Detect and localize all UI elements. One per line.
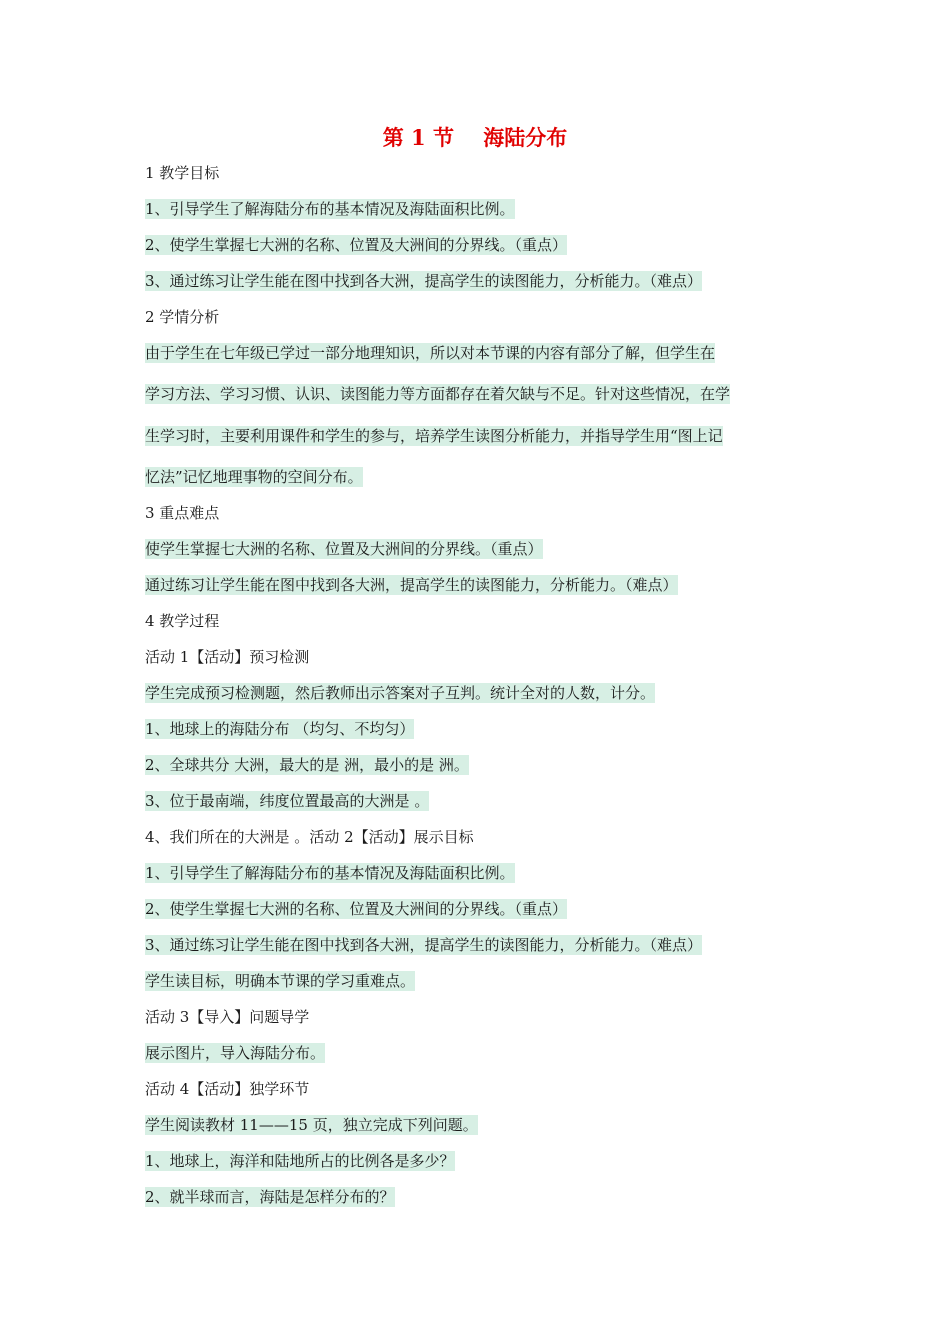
objective-item: 2、使学生掌握七大洲的名称、位置及大洲间的分界线。（重点） (145, 236, 568, 254)
process-line: 1、地球上的海陆分布 （均匀、不均匀） (145, 720, 415, 738)
activity-heading: 活动 1【活动】预习检测 (145, 648, 310, 666)
paragraph-line: 由于学生在七年级已学过一部分地理知识，所以对本节课的内容有部分了解，但学生在 (145, 344, 716, 362)
process-line: 1、引导学生了解海陆分布的基本情况及海陆面积比例。 (145, 864, 515, 882)
key-point-item: 通过练习让学生能在图中找到各大洲，提高学生的读图能力，分析能力。（难点） (145, 576, 678, 594)
activity-heading: 活动 4【活动】独学环节 (145, 1080, 310, 1098)
process-line: 学生读目标，明确本节课的学习重难点。 (145, 972, 416, 990)
key-point-item: 使学生掌握七大洲的名称、位置及大洲间的分界线。（重点） (145, 540, 543, 558)
objective-item: 1、引导学生了解海陆分布的基本情况及海陆面积比例。 (145, 200, 515, 218)
section-heading-objectives: 1 教学目标 (145, 164, 220, 182)
process-line: 学生阅读教材 11——15 页，独立完成下列问题。 (145, 1116, 478, 1134)
paragraph-line: 忆法”记忆地理事物的空间分布。 (145, 468, 363, 486)
process-line: 2、就半球而言，海陆是怎样分布的？ (145, 1188, 395, 1206)
process-line: 2、全球共分 大洲，最大的是 洲，最小的是 洲。 (145, 756, 469, 774)
process-line: 4、我们所在的大洲是 。活动 2【活动】展示目标 (145, 828, 474, 846)
process-line: 3、位于最南端，纬度位置最高的大洲是 。 (145, 792, 430, 810)
process-line: 学生完成预习检测题，然后教师出示答案对子互判。统计全对的人数，计分。 (145, 684, 656, 702)
process-line: 2、使学生掌握七大洲的名称、位置及大洲间的分界线。（重点） (145, 900, 568, 918)
paragraph-line: 学习方法、学习习惯、认识、读图能力等方面都存在着欠缺与不足。针对这些情况，在学 (145, 385, 731, 403)
objective-item: 3、通过练习让学生能在图中找到各大洲，提高学生的读图能力，分析能力。（难点） (145, 272, 703, 290)
section-heading-analysis: 2 学情分析 (145, 308, 220, 326)
section-heading-process: 4 教学过程 (145, 612, 220, 630)
process-line: 1、地球上，海洋和陆地所占的比例各是多少？ (145, 1152, 455, 1170)
activity-heading: 活动 3【导入】问题导学 (145, 1008, 310, 1026)
paragraph-line: 生学习时，主要利用课件和学生的参与，培养学生读图分析能力，并指导学生用“图上记 (145, 427, 723, 445)
process-line: 展示图片，导入海陆分布。 (145, 1044, 326, 1062)
process-line: 3、通过练习让学生能在图中找到各大洲，提高学生的读图能力，分析能力。（难点） (145, 936, 703, 954)
section-heading-key-points: 3 重点难点 (145, 504, 220, 522)
page-title: 第 1 节 海陆分布 (382, 125, 568, 150)
